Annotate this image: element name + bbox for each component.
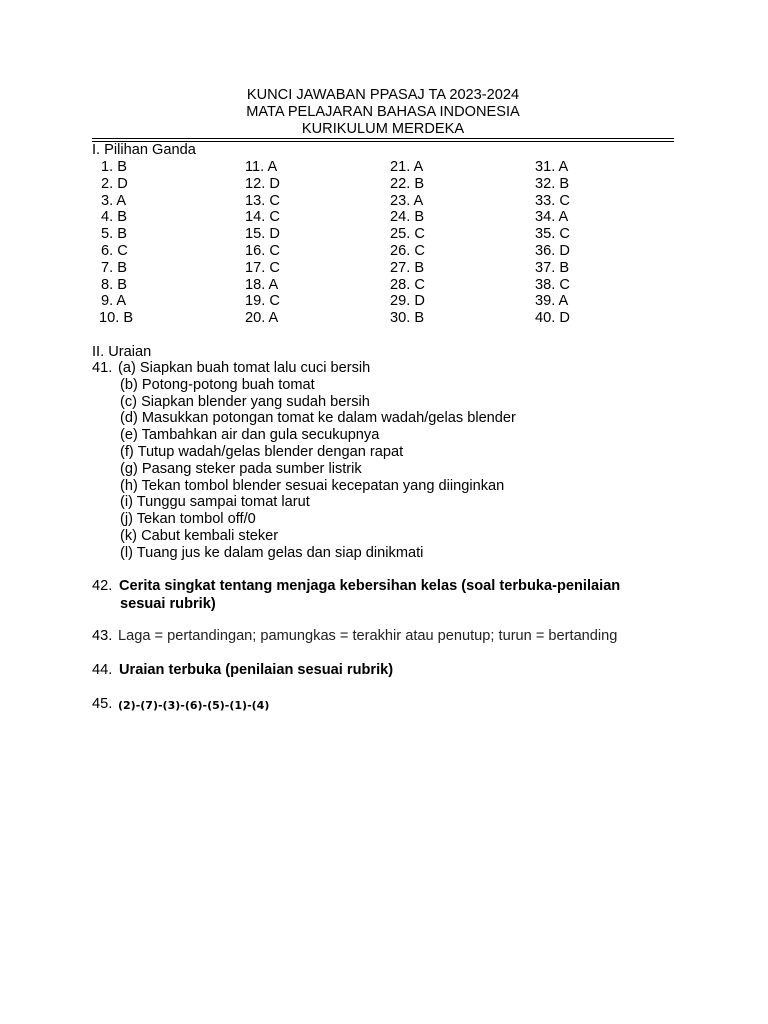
section-essay-title: II. Uraian: [92, 344, 152, 360]
question-42-answer-line1: Cerita singkat tentang menjaga kebersihan kelas (soal terbuka-penilaian: [119, 578, 621, 594]
mc-answer: 15. D: [245, 226, 280, 243]
mc-answer: 5. B: [101, 226, 127, 243]
mc-answer: 35. C: [535, 226, 570, 243]
mc-answer: 26. C: [390, 243, 425, 259]
question-41-step: (a) Siapkan buah tomat lalu cuci bersih: [118, 360, 371, 376]
header-divider-top: [92, 138, 674, 139]
question-41-step: (b) Potong-potong buah tomat: [120, 376, 315, 393]
mc-answer: 30. B: [390, 310, 425, 327]
question-41-number: 41.: [92, 360, 113, 376]
question-41-step: (k) Cabut kembali steker: [120, 528, 279, 544]
mc-answer: 3. A: [101, 192, 127, 209]
header-curriculum: KURIKULUM MERDEKA: [301, 120, 465, 137]
question-44-answer: Uraian terbuka (penilaian sesuai rubrik): [119, 662, 394, 678]
mc-answer: 18. A: [245, 276, 279, 293]
mc-answer: 33. C: [535, 192, 570, 209]
question-42-answer-line2: sesuai rubrik): [120, 596, 216, 612]
header-title: KUNCI JAWABAN PPASAJ TA 2023-2024: [246, 87, 520, 103]
mc-answer: 12. D: [245, 175, 280, 192]
question-41-step: (c) Siapkan blender yang sudah bersih: [120, 393, 370, 410]
mc-answer: 22. B: [390, 175, 425, 192]
question-43-number: 43.: [92, 628, 113, 644]
mc-answer: 28. C: [390, 276, 425, 293]
mc-answer: 1. B: [101, 159, 127, 175]
header-subject: MATA PELAJARAN BAHASA INDONESIA: [246, 103, 520, 120]
question-42-number: 42.: [92, 578, 113, 594]
mc-answer: 8. B: [101, 276, 127, 293]
mc-answer: 10. B: [99, 310, 134, 327]
mc-answer: 38. C: [535, 276, 570, 293]
mc-answer: 29. D: [390, 293, 425, 310]
question-44-number: 44.: [92, 662, 113, 678]
mc-answer: 16. C: [245, 243, 280, 259]
question-41-step: (e) Tambahkan air dan gula secukupnya: [120, 427, 380, 444]
mc-answer: 20. A: [245, 310, 279, 327]
mc-answer: 36. D: [535, 243, 570, 259]
mc-answer: 14. C: [245, 209, 280, 226]
question-41-step: (d) Masukkan potongan tomat ke dalam wadah/gelas blender: [120, 410, 516, 427]
mc-answer: 6. C: [101, 243, 128, 259]
mc-answer: 21. A: [390, 159, 424, 175]
mc-answer: 17. C: [245, 259, 280, 276]
mc-answer: 4. B: [101, 209, 127, 226]
mc-answer: 32. B: [535, 175, 570, 192]
mc-answer: 23. A: [390, 192, 424, 209]
mc-answer: 31. A: [535, 159, 569, 175]
mc-answer: 34. A: [535, 209, 569, 226]
mc-answer: 37. B: [535, 259, 570, 276]
question-43-answer: Laga = pertandingan; pamungkas = terakhir atau penutup; turun = bertanding: [118, 628, 618, 644]
mc-answer: 24. B: [390, 209, 425, 226]
mc-answer: 39. A: [535, 293, 569, 310]
mc-answer: 40. D: [535, 310, 570, 327]
question-41-step: (l) Tuang jus ke dalam gelas dan siap dinikmati: [120, 544, 424, 561]
question-45-answer: (2)-(7)-(3)-(6)-(5)-(1)-(4): [118, 699, 270, 712]
question-41-step: (f) Tutup wadah/gelas blender dengan rapat: [120, 444, 404, 460]
mc-answer: 11. A: [245, 159, 278, 175]
mc-answer: 25. C: [390, 226, 425, 243]
mc-answer: 2. D: [101, 175, 128, 192]
mc-answer: 9. A: [101, 293, 127, 310]
mc-answer: 13. C: [245, 192, 280, 209]
section-multiple-choice-title: I. Pilihan Ganda: [92, 142, 196, 158]
mc-answer: 27. B: [390, 259, 425, 276]
document-header: [92, 87, 674, 137]
question-41-step: (g) Pasang steker pada sumber listrik: [120, 460, 362, 477]
mc-answer: 7. B: [101, 259, 127, 276]
question-41-step: (j) Tekan tombol off/0: [120, 511, 256, 528]
question-41-step: (h) Tekan tombol blender sesuai kecepatan yang diinginkan: [120, 477, 505, 494]
question-41-step: (i) Tunggu sampai tomat larut: [120, 494, 310, 511]
question-45-number: 45.: [92, 696, 113, 712]
mc-answer: 19. C: [245, 293, 280, 310]
